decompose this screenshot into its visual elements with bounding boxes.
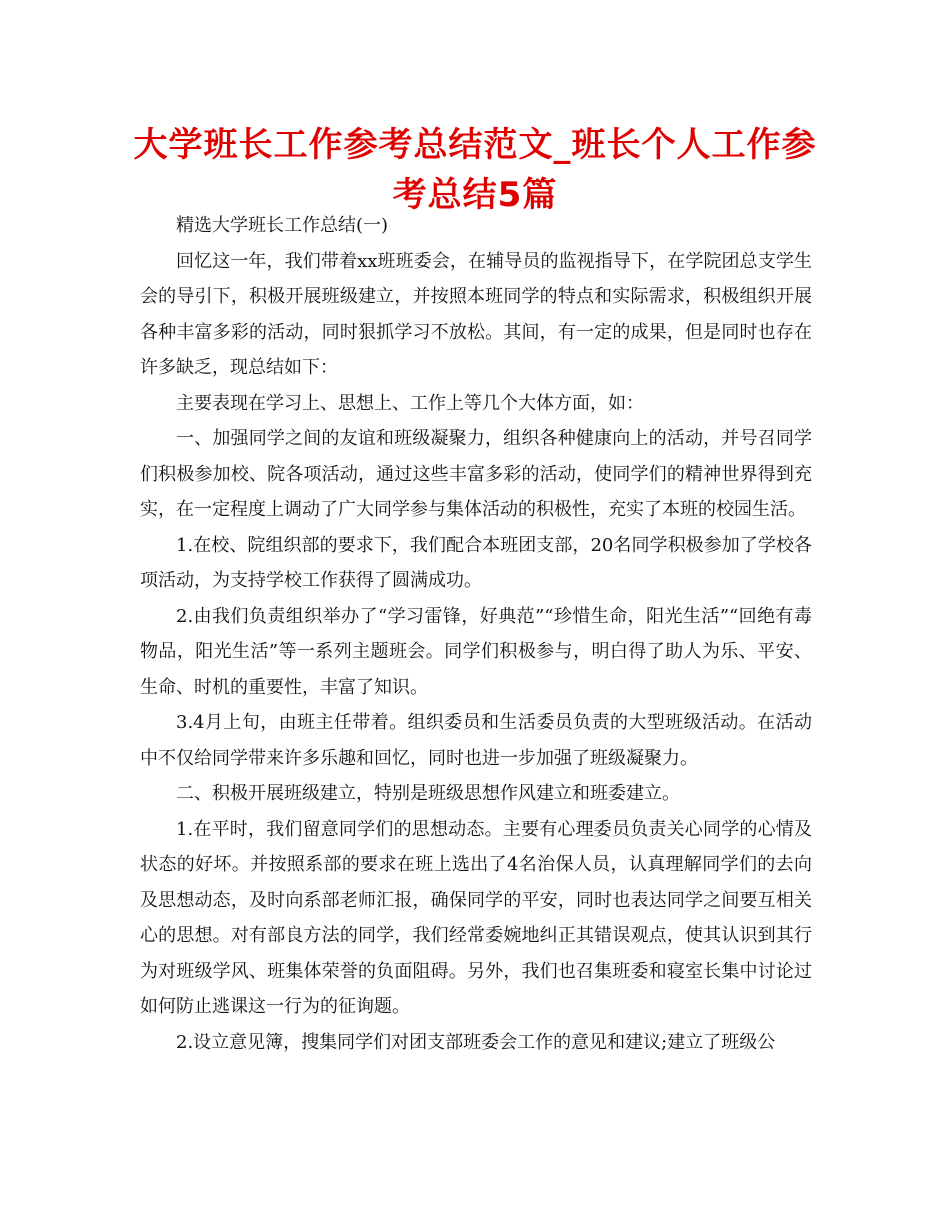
paragraph: 回忆这一年，我们带着xx班班委会，在辅导员的监视指导下，在学院团总支学生会的导引下，积极开展班级建立，并按照本班同学的特点和实际需求，积极组织开展各种丰富多彩的活动，同时狠抓学习不放松。其间，有一定的成果，但是同时也存在许多缺乏，现总结如下： — [140, 250, 812, 378]
paragraph: 1.在平时，我们留意同学们的思想动态。主要有心理委员负责关心同学的心情及状态的好坏。并按照系部的要求在班上选出了4名治保人员，认真理解同学们的去向及思想动态，及时向系部老师汇报，确保同学的平安，同时也表达同学之间要互相关心的思想。对有部良方法的同学，我们经常委婉地纠正其错误观点，使其认识到其行为对班级学风、班集体荣誉的负面阻碍。另外，我们也召集班委和寝室长集中讨论过如何防止逃课这一行为的征询题。 — [140, 818, 812, 1017]
paragraph: 二、积极开展班级建立，特别是班级思想作风建立和班委建立。 — [176, 783, 680, 804]
paragraph: 主要表现在学习上、思想上、工作上等几个大体方面，如： — [176, 392, 644, 414]
section-heading: 精选大学班长工作总结(一) — [176, 215, 389, 236]
paragraph: 1.在校、院组织部的要求下，我们配合本班团支部，20名同学积极参加了学校各项活动，为支持学校工作获得了圆满成功。 — [140, 534, 812, 591]
document-title: 大学班长工作参考总结范文_班长个人工作参考总结5篇 — [133, 125, 817, 215]
paragraph: 2.设立意见簿，搜集同学们对团支部班委会工作的意见和建议;建立了班级公 — [176, 1031, 776, 1053]
paragraph: 2.由我们负责组织举办了“学习雷锋，好典范”“珍惜生命，阳光生活”“回绝有毒物品，阳光生活”等一系列主题班会。同学们积极参与，明白得了助人为乐、平安、生命、时机的重要性，丰富了知识。 — [140, 605, 812, 698]
paragraph: 一、加强同学之间的友谊和班级凝聚力，组织各种健康向上的活动，并号召同学们积极参加校、院各项活动，通过这些丰富多彩的活动，使同学们的精神世界得到充实，在一定程度上调动了广大同学参与集体活动的积极性，充实了本班的校园生活。 — [140, 428, 812, 520]
document-body — [140, 208, 812, 1060]
paragraph: 3.4月上旬，由班主任带着。组织委员和生活委员负责的大型班级活动。在活动中不仅给同学带来许多乐趣和回忆，同时也进一步加强了班级凝聚力。 — [140, 712, 812, 769]
